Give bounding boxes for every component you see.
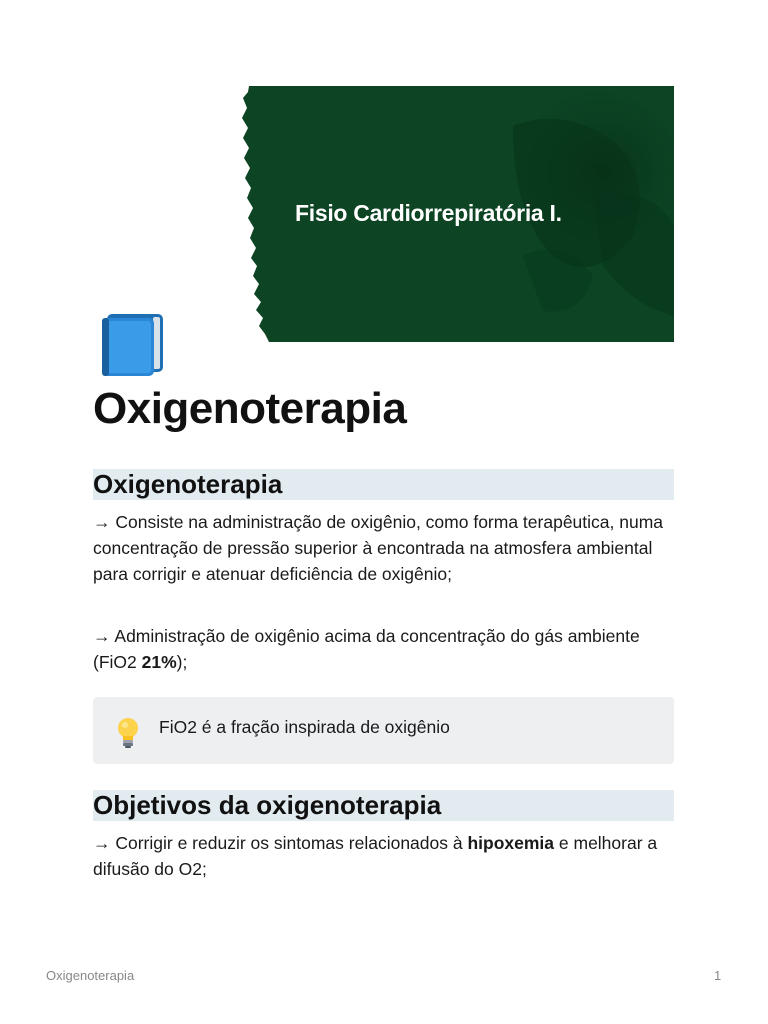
- paragraph-text-end: );: [176, 652, 188, 672]
- callout-box: [93, 697, 674, 764]
- paragraph-objectives: [93, 830, 668, 882]
- callout-text: FiO2 é a fração inspirada de oxigênio: [159, 717, 450, 737]
- paragraph-definition: → Consiste na administração de oxigênio, como forma terapêutica, numa concentração de pressão superior à encontrada na atmosfera ambiental para corrigir e atenuar deficiência de oxigênio;: [93, 512, 664, 584]
- bold-value: 21%: [141, 652, 177, 672]
- lightbulb-icon: [115, 717, 141, 749]
- page-title: Oxigenoterapia: [93, 384, 407, 433]
- footer-title: Oxigenoterapia: [46, 968, 135, 983]
- bold-term: hipoxemia: [467, 833, 555, 853]
- paragraph-administration: [93, 623, 668, 675]
- paragraph-text: → Corrigir e reduzir os sintomas relacionados à: [93, 833, 468, 853]
- section-heading-objetivos: Objetivos da oxigenoterapia: [93, 790, 674, 821]
- cover-title: Fisio Cardiorrepiratória I.: [295, 200, 562, 226]
- page-number: 1: [714, 968, 722, 983]
- paragraph-text-end: e melhorar a difusão do O2;: [93, 833, 658, 879]
- cover-banner: [93, 86, 674, 342]
- blue-book-icon: [99, 312, 165, 378]
- section-heading-oxigenoterapia: Oxigenoterapia: [93, 469, 674, 500]
- paragraph-text: → Administração de oxigênio acima da concentração do gás ambiente (FiO2: [93, 626, 640, 672]
